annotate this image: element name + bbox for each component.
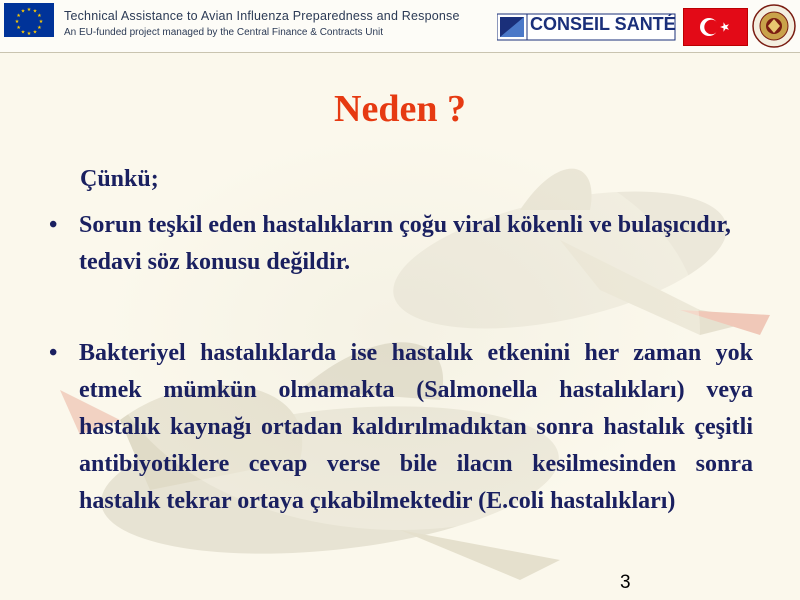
ministry-seal-icon — [752, 4, 796, 48]
page-number: 3 — [620, 572, 631, 593]
slide-title: Neden ? — [334, 88, 466, 130]
turkey-flag-icon — [683, 8, 748, 46]
svg-text:★: ★ — [20, 29, 26, 36]
intro-text: Çünkü; — [80, 166, 159, 192]
svg-text:★: ★ — [16, 25, 21, 31]
svg-text:★: ★ — [16, 13, 21, 19]
conseil-sante-logo-text: CONSEIL SANTÉ — [530, 14, 676, 34]
bullet-item — [49, 207, 759, 281]
eu-flag-icon — [4, 3, 54, 37]
svg-text:★: ★ — [32, 8, 38, 15]
svg-text:★: ★ — [37, 25, 42, 31]
svg-text:★: ★ — [14, 19, 20, 25]
bullet-text: Sorun teşkil eden hastalıkların çoğu viral kökenli ve bulaşıcıdır, tedavi söz konusu değildir. — [79, 212, 731, 275]
bullet-icon: • — [49, 340, 58, 366]
bullet-icon: • — [49, 212, 58, 238]
svg-text:★: ★ — [26, 7, 32, 13]
bullet-item — [49, 335, 753, 520]
bullet-text: Bakteriyel hastalıklarda ise hastalık etkenini her zaman yok etmek mümkün olmamakta (Salmonella hastalıkları) veya hastalık kaynağı ortadan kaldırılmadıktan sonra hastalık çeşitli antibiyotiklere cevap verse bile ilacın kesilmesinden sonra hastalık tekrar ortaya çıkabilmektedir (E.coli hastalıkları) — [79, 340, 753, 514]
project-subtitle: An EU-funded project managed by the Central Finance & Contracts Unit — [64, 27, 384, 38]
svg-text:★: ★ — [37, 13, 42, 19]
svg-text:★: ★ — [26, 31, 32, 37]
header-band — [0, 0, 800, 53]
svg-text:★: ★ — [32, 29, 38, 36]
svg-text:★: ★ — [20, 8, 26, 15]
project-title: Technical Assistance to Avian Influenza Preparedness and Response — [64, 9, 460, 23]
svg-text:★: ★ — [38, 19, 44, 25]
